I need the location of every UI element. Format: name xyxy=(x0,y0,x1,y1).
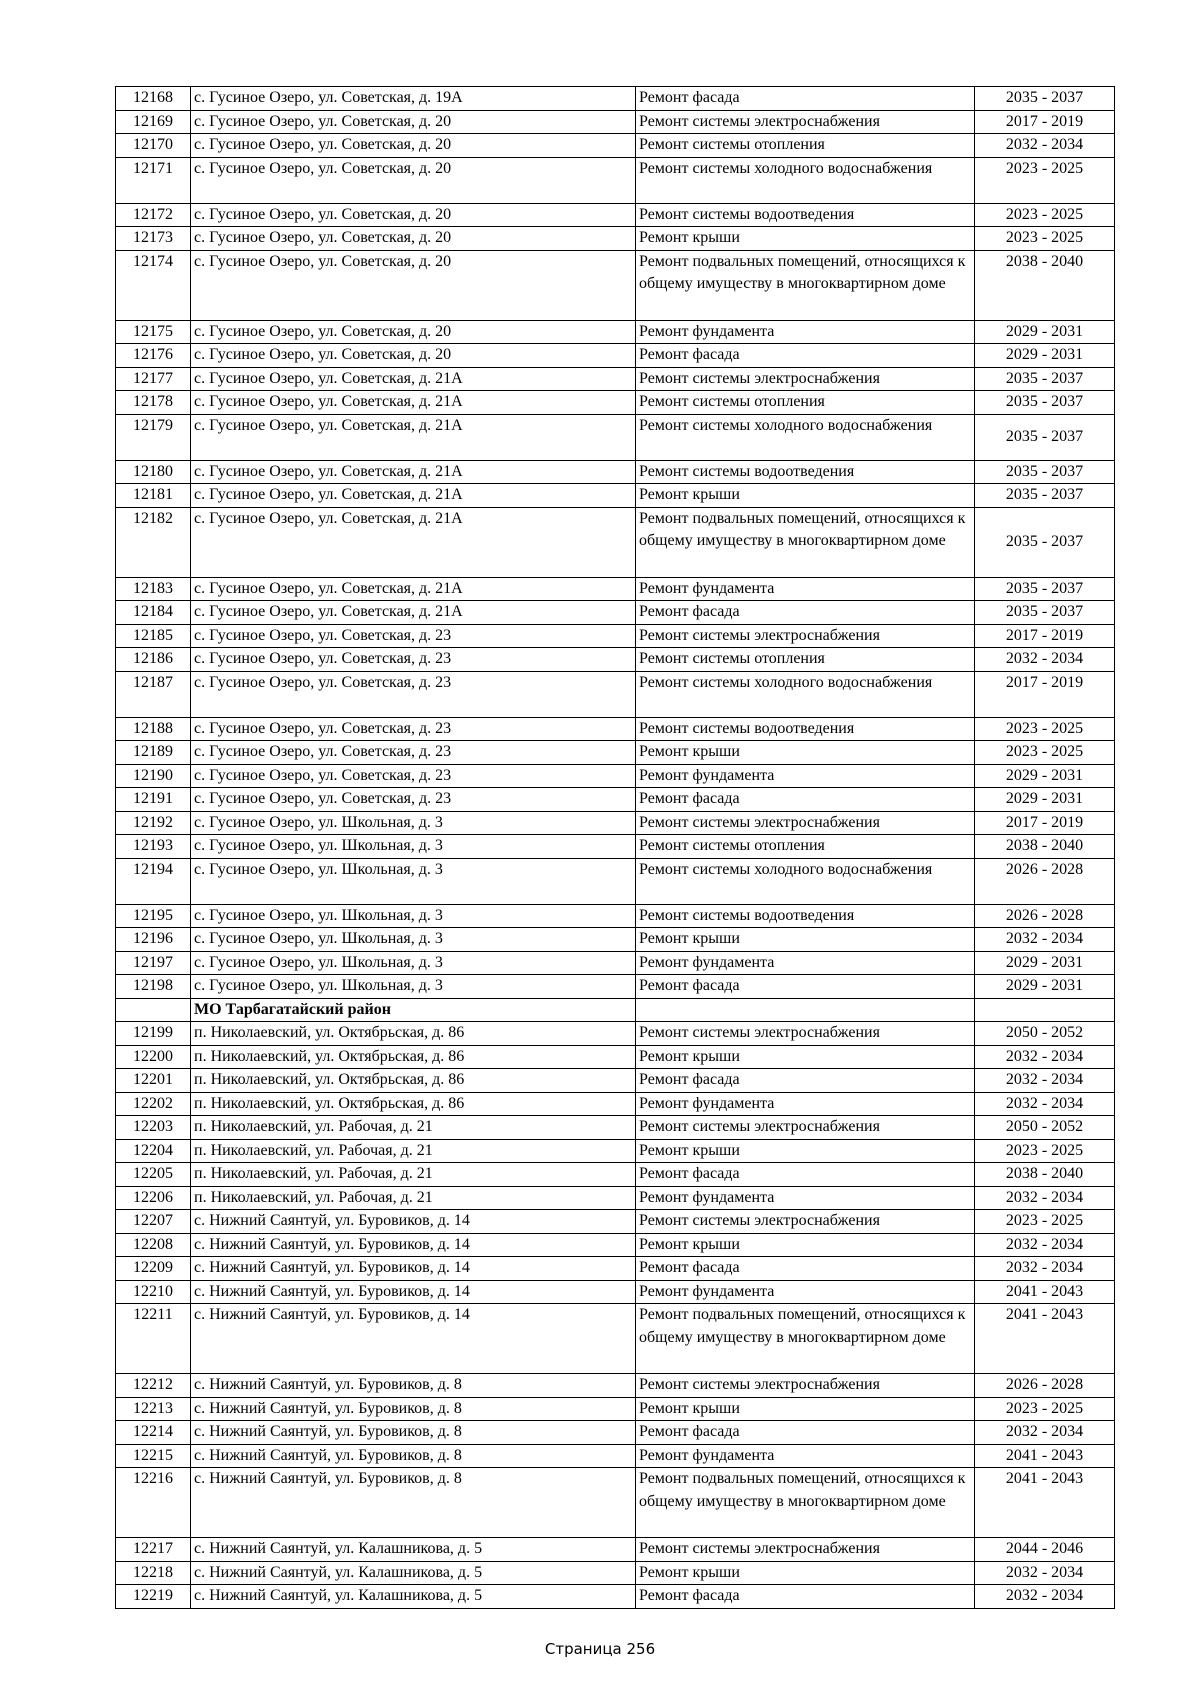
period-cell: 2023 - 2025 xyxy=(975,227,1115,251)
address-cell: п. Николаевский, ул. Рабочая, д. 21 xyxy=(191,1163,636,1187)
address-cell: с. Гусиное Озеро, ул. Советская, д. 21А xyxy=(191,460,636,484)
table-row xyxy=(116,227,1115,251)
address-cell: с. Нижний Саянтуй, ул. Буровиков, д. 14 xyxy=(191,1257,636,1281)
row-number-cell: 12179 xyxy=(116,414,191,460)
row-number-cell: 12201 xyxy=(116,1069,191,1093)
period-cell: 2032 - 2034 xyxy=(975,1257,1115,1281)
row-number-cell: 12178 xyxy=(116,391,191,415)
period-cell: 2050 - 2052 xyxy=(975,1116,1115,1140)
work-type-cell: Ремонт подвальных помещений, относящихся к общему имуществу в многоквартирном доме xyxy=(636,1304,975,1374)
table-row xyxy=(116,1092,1115,1116)
work-type-cell: Ремонт фундамента xyxy=(636,577,975,601)
address-cell: с. Нижний Саянтуй, ул. Буровиков, д. 8 xyxy=(191,1444,636,1468)
address-cell: с. Гусиное Озеро, ул. Советская, д. 23 xyxy=(191,741,636,765)
period-cell: 2035 - 2037 xyxy=(975,601,1115,625)
period-cell: 2017 - 2019 xyxy=(975,671,1115,717)
row-number-cell: 12184 xyxy=(116,601,191,625)
period-cell: 2023 - 2025 xyxy=(975,1139,1115,1163)
row-number-cell: 12214 xyxy=(116,1421,191,1445)
row-number-cell: 12215 xyxy=(116,1444,191,1468)
row-number-cell: 12200 xyxy=(116,1045,191,1069)
row-number-cell: 12175 xyxy=(116,320,191,344)
table-row xyxy=(116,1374,1115,1398)
address-cell: с. Гусиное Озеро, ул. Советская, д. 20 xyxy=(191,320,636,344)
section-header-row xyxy=(116,998,1115,1022)
row-number-cell: 12174 xyxy=(116,250,191,320)
period-cell: 2041 - 2043 xyxy=(975,1444,1115,1468)
table-row xyxy=(116,788,1115,812)
work-type-cell: Ремонт фасада xyxy=(636,975,975,999)
table-row xyxy=(116,1468,1115,1538)
row-number-cell: 12187 xyxy=(116,671,191,717)
table-row xyxy=(116,904,1115,928)
row-number-cell: 12171 xyxy=(116,157,191,203)
address-cell: с. Гусиное Озеро, ул. Школьная, д. 3 xyxy=(191,975,636,999)
period-cell: 2032 - 2034 xyxy=(975,1421,1115,1445)
table-row xyxy=(116,367,1115,391)
period-cell: 2023 - 2025 xyxy=(975,203,1115,227)
row-number-cell: 12195 xyxy=(116,904,191,928)
table-row xyxy=(116,1139,1115,1163)
period-cell: 2017 - 2019 xyxy=(975,811,1115,835)
row-number-cell: 12193 xyxy=(116,835,191,859)
address-cell: МО Тарбагатайский район xyxy=(191,998,636,1022)
row-number-cell: 12170 xyxy=(116,134,191,158)
row-number-cell: 12186 xyxy=(116,648,191,672)
period-cell: 2029 - 2031 xyxy=(975,764,1115,788)
table-row xyxy=(116,975,1115,999)
page-number: Страница 256 xyxy=(544,1640,656,1658)
address-cell: п. Николаевский, ул. Рабочая, д. 21 xyxy=(191,1116,636,1140)
work-type-cell: Ремонт фасада xyxy=(636,1421,975,1445)
row-number-cell: 12194 xyxy=(116,858,191,904)
work-type-cell: Ремонт системы отопления xyxy=(636,835,975,859)
work-type-cell: Ремонт системы электроснабжения xyxy=(636,367,975,391)
address-cell: с. Нижний Саянтуй, ул. Буровиков, д. 14 xyxy=(191,1304,636,1374)
table-row xyxy=(116,344,1115,368)
period-cell: 2035 - 2037 xyxy=(975,577,1115,601)
row-number-cell: 12217 xyxy=(116,1538,191,1562)
row-number-cell: 12189 xyxy=(116,741,191,765)
work-type-cell: Ремонт системы электроснабжения xyxy=(636,110,975,134)
table-row xyxy=(116,1538,1115,1562)
period-cell: 2017 - 2019 xyxy=(975,110,1115,134)
address-cell: с. Гусиное Озеро, ул. Советская, д. 20 xyxy=(191,250,636,320)
table-row xyxy=(116,1210,1115,1234)
table-row xyxy=(116,648,1115,672)
address-cell: с. Нижний Саянтуй, ул. Буровиков, д. 14 xyxy=(191,1280,636,1304)
period-cell: 2035 - 2037 xyxy=(975,87,1115,111)
period-cell: 2035 - 2037 xyxy=(975,507,1115,577)
address-cell: с. Гусиное Озеро, ул. Советская, д. 23 xyxy=(191,717,636,741)
table-row xyxy=(116,1116,1115,1140)
work-type-cell: Ремонт фундамента xyxy=(636,764,975,788)
address-cell: с. Гусиное Озеро, ул. Советская, д. 20 xyxy=(191,344,636,368)
address-cell: с. Гусиное Озеро, ул. Советская, д. 19А xyxy=(191,87,636,111)
table-row xyxy=(116,134,1115,158)
table-row xyxy=(116,671,1115,717)
work-type-cell: Ремонт системы водоотведения xyxy=(636,460,975,484)
address-cell: с. Нижний Саянтуй, ул. Калашникова, д. 5 xyxy=(191,1585,636,1609)
address-cell: с. Гусиное Озеро, ул. Советская, д. 23 xyxy=(191,788,636,812)
period-cell: 2035 - 2037 xyxy=(975,414,1115,460)
work-type-cell: Ремонт системы электроснабжения xyxy=(636,811,975,835)
period-cell: 2032 - 2034 xyxy=(975,1045,1115,1069)
table-row xyxy=(116,1561,1115,1585)
table-row xyxy=(116,110,1115,134)
row-number-cell: 12204 xyxy=(116,1139,191,1163)
row-number-cell: 12208 xyxy=(116,1233,191,1257)
table-row xyxy=(116,928,1115,952)
period-cell: 2035 - 2037 xyxy=(975,391,1115,415)
period-cell: 2032 - 2034 xyxy=(975,928,1115,952)
table-row xyxy=(116,741,1115,765)
work-type-cell: Ремонт фундамента xyxy=(636,320,975,344)
period-cell: 2023 - 2025 xyxy=(975,1210,1115,1234)
row-number-cell: 12202 xyxy=(116,1092,191,1116)
row-number-cell: 12173 xyxy=(116,227,191,251)
table-row xyxy=(116,250,1115,320)
address-cell: п. Николаевский, ул. Рабочая, д. 21 xyxy=(191,1186,636,1210)
table-row xyxy=(116,1585,1115,1609)
row-number-cell: 12169 xyxy=(116,110,191,134)
period-cell: 2032 - 2034 xyxy=(975,1186,1115,1210)
period-cell: 2032 - 2034 xyxy=(975,648,1115,672)
work-type-cell: Ремонт подвальных помещений, относящихся к общему имуществу в многоквартирном доме xyxy=(636,250,975,320)
work-type-cell: Ремонт системы электроснабжения xyxy=(636,624,975,648)
table-body xyxy=(116,87,1115,1609)
address-cell: п. Николаевский, ул. Рабочая, д. 21 xyxy=(191,1139,636,1163)
row-number-cell: 12218 xyxy=(116,1561,191,1585)
row-number-cell: 12197 xyxy=(116,951,191,975)
address-cell: п. Николаевский, ул. Октябрьская, д. 86 xyxy=(191,1022,636,1046)
address-cell: с. Гусиное Озеро, ул. Советская, д. 23 xyxy=(191,764,636,788)
table-row xyxy=(116,835,1115,859)
table-row xyxy=(116,1421,1115,1445)
row-number-cell: 12176 xyxy=(116,344,191,368)
address-cell: с. Гусиное Озеро, ул. Школьная, д. 3 xyxy=(191,858,636,904)
row-number-cell: 12203 xyxy=(116,1116,191,1140)
period-cell: 2041 - 2043 xyxy=(975,1280,1115,1304)
work-type-cell xyxy=(636,998,975,1022)
work-type-cell: Ремонт крыши xyxy=(636,928,975,952)
address-cell: с. Нижний Саянтуй, ул. Калашникова, д. 5 xyxy=(191,1538,636,1562)
address-cell: с. Гусиное Озеро, ул. Школьная, д. 3 xyxy=(191,928,636,952)
period-cell: 2035 - 2037 xyxy=(975,460,1115,484)
work-type-cell: Ремонт фасада xyxy=(636,87,975,111)
address-cell: с. Гусиное Озеро, ул. Советская, д. 20 xyxy=(191,134,636,158)
row-number-cell: 12177 xyxy=(116,367,191,391)
row-number-cell: 12182 xyxy=(116,507,191,577)
work-type-cell: Ремонт системы холодного водоснабжения xyxy=(636,858,975,904)
table-row xyxy=(116,811,1115,835)
table-row xyxy=(116,1304,1115,1374)
work-type-cell: Ремонт системы водоотведения xyxy=(636,203,975,227)
work-type-cell: Ремонт системы отопления xyxy=(636,648,975,672)
row-number-cell: 12206 xyxy=(116,1186,191,1210)
period-cell: 2032 - 2034 xyxy=(975,1092,1115,1116)
table-row xyxy=(116,391,1115,415)
address-cell: с. Нижний Саянтуй, ул. Буровиков, д. 8 xyxy=(191,1468,636,1538)
work-type-cell: Ремонт фундамента xyxy=(636,1280,975,1304)
row-number-cell: 12209 xyxy=(116,1257,191,1281)
table-row xyxy=(116,1257,1115,1281)
work-type-cell: Ремонт подвальных помещений, относящихся к общему имуществу в многоквартирном доме xyxy=(636,1468,975,1538)
address-cell: с. Гусиное Озеро, ул. Советская, д. 21А xyxy=(191,507,636,577)
table-row xyxy=(116,1397,1115,1421)
work-type-cell: Ремонт крыши xyxy=(636,1233,975,1257)
table-row xyxy=(116,1444,1115,1468)
table-row xyxy=(116,87,1115,111)
period-cell: 2029 - 2031 xyxy=(975,975,1115,999)
address-cell: с. Нижний Саянтуй, ул. Буровиков, д. 14 xyxy=(191,1233,636,1257)
row-number-cell: 12207 xyxy=(116,1210,191,1234)
work-type-cell: Ремонт системы отопления xyxy=(636,134,975,158)
period-cell: 2029 - 2031 xyxy=(975,951,1115,975)
work-type-cell: Ремонт системы водоотведения xyxy=(636,904,975,928)
work-type-cell: Ремонт фасада xyxy=(636,601,975,625)
work-type-cell: Ремонт крыши xyxy=(636,227,975,251)
address-cell: с. Гусиное Озеро, ул. Советская, д. 21А xyxy=(191,484,636,508)
row-number-cell: 12216 xyxy=(116,1468,191,1538)
period-cell: 2029 - 2031 xyxy=(975,788,1115,812)
row-number-cell: 12205 xyxy=(116,1163,191,1187)
address-cell: с. Гусиное Озеро, ул. Школьная, д. 3 xyxy=(191,904,636,928)
row-number-cell: 12190 xyxy=(116,764,191,788)
table-row xyxy=(116,320,1115,344)
address-cell: с. Гусиное Озеро, ул. Советская, д. 20 xyxy=(191,203,636,227)
period-cell: 2038 - 2040 xyxy=(975,1163,1115,1187)
table-row xyxy=(116,1186,1115,1210)
period-cell: 2050 - 2052 xyxy=(975,1022,1115,1046)
address-cell: с. Гусиное Озеро, ул. Советская, д. 23 xyxy=(191,648,636,672)
period-cell: 2023 - 2025 xyxy=(975,741,1115,765)
work-type-cell: Ремонт крыши xyxy=(636,1397,975,1421)
table-row xyxy=(116,1233,1115,1257)
address-cell: с. Гусиное Озеро, ул. Советская, д. 21А xyxy=(191,367,636,391)
work-type-cell: Ремонт фасада xyxy=(636,344,975,368)
work-type-cell: Ремонт системы отопления xyxy=(636,391,975,415)
work-type-cell: Ремонт системы холодного водоснабжения xyxy=(636,671,975,717)
row-number-cell: 12212 xyxy=(116,1374,191,1398)
table-row xyxy=(116,577,1115,601)
work-type-cell: Ремонт подвальных помещений, относящихся к общему имуществу в многоквартирном доме xyxy=(636,507,975,577)
work-type-cell: Ремонт фундамента xyxy=(636,1186,975,1210)
table-row xyxy=(116,764,1115,788)
period-cell: 2032 - 2034 xyxy=(975,134,1115,158)
work-type-cell: Ремонт крыши xyxy=(636,741,975,765)
period-cell: 2029 - 2031 xyxy=(975,344,1115,368)
address-cell: п. Николаевский, ул. Октябрьская, д. 86 xyxy=(191,1069,636,1093)
row-number-cell: 12198 xyxy=(116,975,191,999)
address-cell: с. Гусиное Озеро, ул. Советская, д. 21А xyxy=(191,577,636,601)
row-number-cell: 12219 xyxy=(116,1585,191,1609)
address-cell: с. Гусиное Озеро, ул. Советская, д. 21А xyxy=(191,391,636,415)
work-type-cell: Ремонт фундамента xyxy=(636,951,975,975)
work-type-cell: Ремонт фасада xyxy=(636,1163,975,1187)
period-cell xyxy=(975,998,1115,1022)
period-cell: 2041 - 2043 xyxy=(975,1468,1115,1538)
table-row xyxy=(116,460,1115,484)
period-cell: 2035 - 2037 xyxy=(975,484,1115,508)
address-cell: с. Гусиное Озеро, ул. Советская, д. 23 xyxy=(191,671,636,717)
period-cell: 2038 - 2040 xyxy=(975,250,1115,320)
row-number-cell: 12191 xyxy=(116,788,191,812)
row-number-cell xyxy=(116,998,191,1022)
period-cell: 2035 - 2037 xyxy=(975,367,1115,391)
period-cell: 2026 - 2028 xyxy=(975,1374,1115,1398)
period-cell: 2023 - 2025 xyxy=(975,1397,1115,1421)
period-cell: 2032 - 2034 xyxy=(975,1561,1115,1585)
address-cell: п. Николаевский, ул. Октябрьская, д. 86 xyxy=(191,1045,636,1069)
table-row xyxy=(116,1045,1115,1069)
row-number-cell: 12185 xyxy=(116,624,191,648)
work-type-cell: Ремонт системы электроснабжения xyxy=(636,1022,975,1046)
row-number-cell: 12210 xyxy=(116,1280,191,1304)
work-type-cell: Ремонт системы холодного водоснабжения xyxy=(636,414,975,460)
row-number-cell: 12181 xyxy=(116,484,191,508)
row-number-cell: 12199 xyxy=(116,1022,191,1046)
period-cell: 2032 - 2034 xyxy=(975,1069,1115,1093)
address-cell: с. Нижний Саянтуй, ул. Калашникова, д. 5 xyxy=(191,1561,636,1585)
work-type-cell: Ремонт системы электроснабжения xyxy=(636,1116,975,1140)
table-row xyxy=(116,484,1115,508)
row-number-cell: 12180 xyxy=(116,460,191,484)
work-type-cell: Ремонт фундамента xyxy=(636,1444,975,1468)
table-row xyxy=(116,1069,1115,1093)
period-cell: 2038 - 2040 xyxy=(975,835,1115,859)
row-number-cell: 12168 xyxy=(116,87,191,111)
table-row xyxy=(116,717,1115,741)
work-type-cell: Ремонт крыши xyxy=(636,1045,975,1069)
period-cell: 2029 - 2031 xyxy=(975,320,1115,344)
row-number-cell: 12196 xyxy=(116,928,191,952)
row-number-cell: 12172 xyxy=(116,203,191,227)
work-type-cell: Ремонт системы электроснабжения xyxy=(636,1210,975,1234)
row-number-cell: 12211 xyxy=(116,1304,191,1374)
table-row xyxy=(116,1022,1115,1046)
work-type-cell: Ремонт фасада xyxy=(636,1069,975,1093)
table-row xyxy=(116,624,1115,648)
address-cell: с. Гусиное Озеро, ул. Советская, д. 20 xyxy=(191,157,636,203)
table-row xyxy=(116,507,1115,577)
address-cell: с. Гусиное Озеро, ул. Школьная, д. 3 xyxy=(191,811,636,835)
address-cell: с. Гусиное Озеро, ул. Советская, д. 20 xyxy=(191,110,636,134)
work-type-cell: Ремонт фундамента xyxy=(636,1092,975,1116)
period-cell: 2026 - 2028 xyxy=(975,858,1115,904)
table-row xyxy=(116,601,1115,625)
table-row xyxy=(116,203,1115,227)
work-type-cell: Ремонт фасада xyxy=(636,1257,975,1281)
table-row xyxy=(116,858,1115,904)
address-cell: с. Нижний Саянтуй, ул. Буровиков, д. 14 xyxy=(191,1210,636,1234)
period-cell: 2017 - 2019 xyxy=(975,624,1115,648)
period-cell: 2041 - 2043 xyxy=(975,1304,1115,1374)
repair-schedule-table xyxy=(115,86,1115,1609)
address-cell: с. Гусиное Озеро, ул. Школьная, д. 3 xyxy=(191,835,636,859)
address-cell: с. Гусиное Озеро, ул. Советская, д. 21А xyxy=(191,414,636,460)
work-type-cell: Ремонт системы холодного водоснабжения xyxy=(636,157,975,203)
work-type-cell: Ремонт крыши xyxy=(636,1139,975,1163)
row-number-cell: 12188 xyxy=(116,717,191,741)
address-cell: с. Нижний Саянтуй, ул. Буровиков, д. 8 xyxy=(191,1397,636,1421)
table-row xyxy=(116,951,1115,975)
work-type-cell: Ремонт системы водоотведения xyxy=(636,717,975,741)
work-type-cell: Ремонт фасада xyxy=(636,1585,975,1609)
work-type-cell: Ремонт системы электроснабжения xyxy=(636,1538,975,1562)
address-cell: с. Нижний Саянтуй, ул. Буровиков, д. 8 xyxy=(191,1374,636,1398)
table-row xyxy=(116,414,1115,460)
row-number-cell: 12192 xyxy=(116,811,191,835)
period-cell: 2032 - 2034 xyxy=(975,1585,1115,1609)
work-type-cell: Ремонт фасада xyxy=(636,788,975,812)
address-cell: с. Гусиное Озеро, ул. Школьная, д. 3 xyxy=(191,951,636,975)
table-row xyxy=(116,157,1115,203)
period-cell: 2032 - 2034 xyxy=(975,1233,1115,1257)
period-cell: 2044 - 2046 xyxy=(975,1538,1115,1562)
row-number-cell: 12213 xyxy=(116,1397,191,1421)
period-cell: 2026 - 2028 xyxy=(975,904,1115,928)
row-number-cell: 12183 xyxy=(116,577,191,601)
address-cell: с. Нижний Саянтуй, ул. Буровиков, д. 8 xyxy=(191,1421,636,1445)
table-row xyxy=(116,1163,1115,1187)
address-cell: с. Гусиное Озеро, ул. Советская, д. 20 xyxy=(191,227,636,251)
period-cell: 2023 - 2025 xyxy=(975,157,1115,203)
address-cell: п. Николаевский, ул. Октябрьская, д. 86 xyxy=(191,1092,636,1116)
work-type-cell: Ремонт системы электроснабжения xyxy=(636,1374,975,1398)
period-cell: 2023 - 2025 xyxy=(975,717,1115,741)
work-type-cell: Ремонт крыши xyxy=(636,484,975,508)
table-row xyxy=(116,1280,1115,1304)
work-type-cell: Ремонт крыши xyxy=(636,1561,975,1585)
address-cell: с. Гусиное Озеро, ул. Советская, д. 21А xyxy=(191,601,636,625)
address-cell: с. Гусиное Озеро, ул. Советская, д. 23 xyxy=(191,624,636,648)
